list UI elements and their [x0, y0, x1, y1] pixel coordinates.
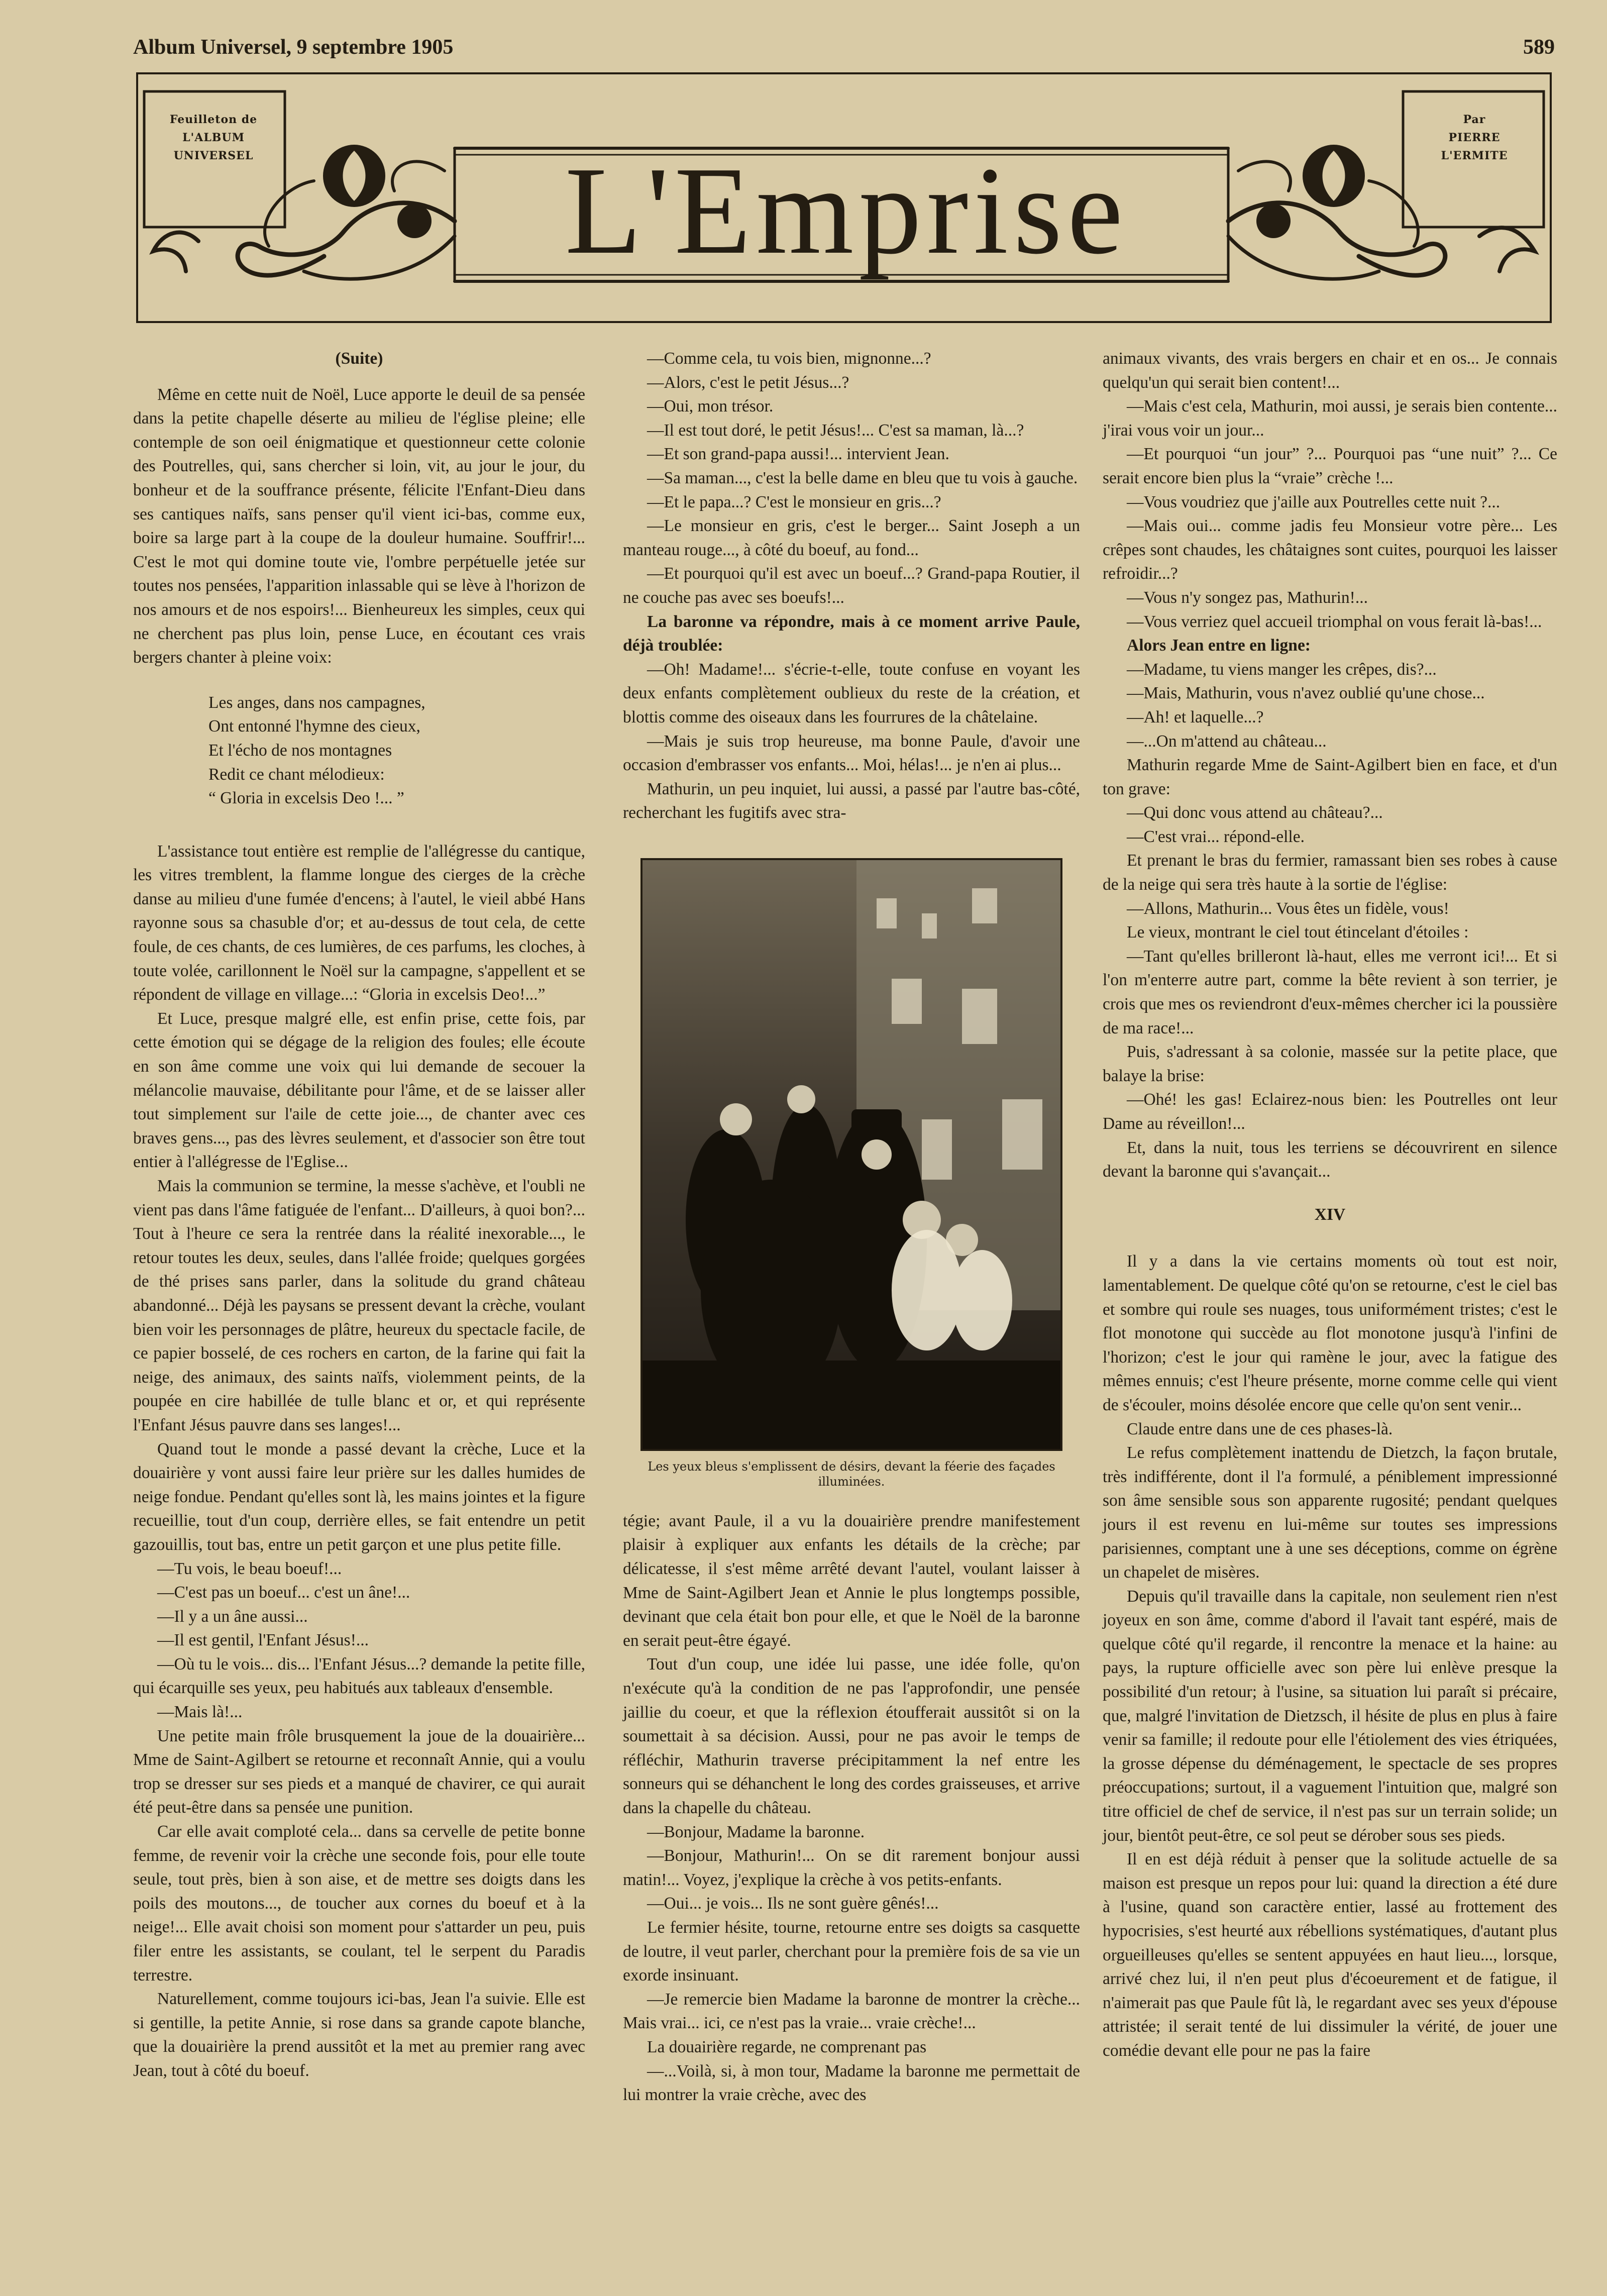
text-line: tégie; avant Paule, il a vu la douairière prendre manifestement plaisir à expliquer aux enfants les détails de la crèche; par délicatesse, il s'est même arrêté devant l'autel, voulant laisser à Mme de Saint-Agilbert Jean et Annie le plus longtemps possible, devinant que cela était bon pour elle, et que le Noël de la baronne en serait peut-être égayé.	[623, 1511, 1080, 1650]
text-line: —Allons, Mathurin... Vous êtes un fidèle, vous!	[1127, 899, 1449, 918]
publication-date: Album Universel, 9 septembre 1905	[133, 36, 454, 59]
text-line: —Mais je suis trop heureuse, ma bonne Paule, d'avoir une occasion d'embrasser vos enfants... Moi, hélas!... je n'en ai plus...	[623, 732, 1080, 775]
paragraph: Quand tout le monde a passé devant la crèche, Luce et la douairière y vont aussi faire leur prière sur les dalles humides de neige fondue. Pendant qu'elles sont là, les mains jointes et la figure recueillie, tout d'un coup, derrière elles, se fait entendre un petit gazouillis, tout bas, entre un petit garçon et une plus petite fille.	[133, 1439, 585, 1554]
text-line: Claude entre dans une de ces phases-là.	[1127, 1419, 1393, 1438]
text-line: Alors Jean entre en ligne:	[1127, 636, 1311, 655]
text-line: —Vous verriez quel accueil triomphal on vous ferait là-bas!...	[1127, 612, 1542, 631]
text-line: —Sa maman..., c'est la belle dame en bleu que tu vois à gauche.	[647, 468, 1078, 487]
dialogue-line: —Il y a un âne aussi...	[157, 1607, 308, 1626]
poem-line: “ Gloria in excelsis Deo !... ”	[208, 789, 404, 808]
text-line: —Et pourquoi qu'il est avec un boeuf...? Grand-papa Routier, il ne couche pas avec ses boeufs!...	[623, 564, 1080, 607]
text-line: —Qui donc vous attend au château?...	[1127, 803, 1383, 822]
illustration-figure	[623, 858, 1080, 1489]
poem	[208, 691, 585, 810]
text-line: —Comme cela, tu vois bien, mignonne...?	[647, 349, 931, 368]
illustration-caption: Les yeux bleus s'emplissent de désirs, devant la féerie des façades illuminées.	[648, 1459, 1055, 1489]
text-line: Puis, s'adressant à sa colonie, massée sur la petite place, que balaye la brise:	[1103, 1042, 1557, 1085]
feuilleton-line: UNIVERSEL	[173, 149, 254, 162]
engraving-illustration	[640, 858, 1062, 1451]
text-line: —...On m'attend au château...	[1127, 732, 1327, 751]
text-line: —Il est tout doré, le petit Jésus!... C'est sa maman, là...?	[647, 421, 1024, 440]
text-line: —Vous voudriez que j'aille aux Poutrelles cette nuit ?...	[1127, 492, 1501, 511]
text-line: Tout d'un coup, une idée lui passe, une idée folle, qu'on n'exécute qu'à la condition de ne pas l'approfondir, une pensée jaillie du coeur, et que la réflexion étoufferait aussitôt si on la soumettait à sa décision. Aussi, pour ne pas avoir le temps de réfléchir, Mathurin traverse précipitamment la nef entre les sonneurs qui se déhanchent le long des cordes graisseuses, et arrive dans la chapelle du château.	[623, 1655, 1080, 1817]
paragraph: Car elle avait comploté cela... dans sa cervelle de petite bonne femme, de revenir voir la crèche une seconde fois, pour elle toute seule, tout près, bien à son aise, et de mettre ses doigts dans les poils des moutons..., de toucher aux cornes du boeuf et à la neige!... Elle avait choisi son moment pour s'attarder un peu, puis filer entre les assistants, se coulant, tel le serpent du Paradis terrestre.	[133, 1822, 585, 1985]
text-line: —Bonjour, Madame la baronne.	[647, 1822, 865, 1841]
poem-line: Ont entonné l'hymne des cieux,	[208, 717, 420, 736]
text-line: Mathurin regarde Mme de Saint-Agilbert bien en face, et d'un ton grave:	[1103, 756, 1557, 798]
paragraph: Naturellement, comme toujours ici-bas, Jean l'a suivie. Elle est si gentille, la petite Annie, si rose dans sa grande capote blanche, que la douairière la prend aussitôt et la met au premier rang avec Jean, tout à côté du boeuf.	[133, 1990, 585, 2080]
text-line: —Tant qu'elles brilleront là-haut, elles me verront ici!... Et si l'on m'enterre autre part, comme la bête revient à son terrier, je crois que mes os reviendront d'eux-mêmes chercher ici la poussière de ma race!...	[1103, 947, 1557, 1037]
text-line: —Mais oui... comme jadis feu Monsieur votre père... Les crêpes sont chaudes, les châtaignes sont cuites, pourquoi les laisser refroidir...?	[1103, 516, 1557, 583]
column-1	[133, 347, 585, 2083]
text-line: Depuis qu'il travaille dans la capitale, non seulement rien n'est joyeux en son âme, comme d'abord il l'avait tant espéré, mais de quelque côté qu'il regarde, il rencontre la menace et la haine: au pays, la rupture officielle avec son père lui enlève presque la possibilité d'un retour; à l'usine, sa situation lui paraît si précaire, que, malgré l'invitation de Dietzsch, il hésite de plus en plus à faire venir sa famille; il redoute pour elle l'étiolement des vies étriquées, la grosse dépense du déménagement, le spectacle de ses propres préoccupations; surtout, il a vaguement l'intuition que, malgré son titre officiel de chef de service, il n'est pas sur un terrain solide; un jour, bientôt peut-être, ce sol peut se dérober sous ses pieds.	[1103, 1587, 1557, 1845]
poem-line: Et l'écho de nos montagnes	[208, 741, 392, 760]
text-line: —Alors, c'est le petit Jésus...?	[647, 373, 849, 392]
text-line: Le vieux, montrant le ciel tout étincelant d'étoiles :	[1127, 923, 1469, 942]
paragraph: Même en cette nuit de Noël, Luce apporte le deuil de sa pensée dans la petite chapelle déserte au milieu de l'église pleine; elle contemple de son oeil énigmatique et questionneur cette colonie des Poutrelles, qui, sans chercher si loin, vit, au jour le jour, du bonheur et de la souffrance présente, félicite l'Enfant-Dieu dans ses cantiques naïfs, sans penser qu'il vient ici-bas, comme eux, boire sa large part à la coupe de la douleur humaine. Souffrir!... C'est le mot qui domine toute vie, l'ombre perpétuelle jetée sur toutes nos pensées, l'apparition inlassable qui se lève à l'horizon de nos amours et de nos espoirs!... Bienheureux les simples, ceux qui ne cherchent pas plus loin, pense Luce, en écoutant ces vrais bergers chanter à pleine voix:	[133, 385, 585, 667]
text-line: —Et le papa...? C'est le monsieur en gris...?	[647, 492, 941, 511]
author-line: L'ERMITE	[1441, 149, 1508, 162]
feuilleton-banner	[133, 70, 1555, 324]
text-line: —Oui, mon trésor.	[647, 397, 774, 416]
text-line: Le fermier hésite, tourne, retourne entre ses doigts sa casquette de loutre, il veut parler, cherchant pour la première fois de sa vie un exorde insinuant.	[623, 1918, 1080, 1985]
text-line: —Et son grand-papa aussi!... intervient Jean.	[647, 445, 949, 464]
paragraph: Une petite main frôle brusquement la joue de la douairière... Mme de Saint-Agilbert se retourne et reconnaît Annie, qui a voulu trop se dresser sur ses pieds et a manqué de chavirer, ce qui aurait été peut-être dans sa pensée une punition.	[133, 1726, 585, 1817]
text-line: Et, dans la nuit, tous les terriens se découvrirent en silence devant la baronne qui s'avançait...	[1103, 1138, 1557, 1181]
dialogue-line: —Tu vois, le beau boeuf!...	[157, 1559, 342, 1578]
text-line: —Oui... je vois... Ils ne sont guère gênés!...	[647, 1894, 939, 1913]
paragraph: Mais la communion se termine, la messe s'achève, et l'oubli ne vient pas dans l'âme fatiguée de l'enfant... D'ailleurs, à quoi bon?... Tout à l'heure ce sera la rentrée dans la réalité inexorable..., le retour toutes les deux, seules, dans l'allée froide; quelques gorgées de thé prises sans parler, dans la solitude du grand château abandonné... Déjà les paysans se pressent devant la crèche, voulant bien voir les personnages de plâtre, heureux du spectacle facile, de ce papier bosselé, de ces rochers en carton, de la farine qui fait la neige, des animaux, des saints naïfs, violemment peints, de la poupée en cire habillée de tulle blanc et or, et qui représente l'Enfant Jésus pauvre dans ses langes!...	[133, 1177, 585, 1434]
text-line: —C'est vrai... répond-elle.	[1127, 827, 1305, 846]
poem-line: Les anges, dans nos campagnes,	[208, 693, 425, 712]
dialogue-line: —Où tu le vois... dis... l'Enfant Jésus...? demande la petite fille, qui écarquille ses yeux, peu habitués aux tableaux d'ensemble.	[133, 1654, 585, 1698]
text-line: —...Voilà, si, à mon tour, Madame la baronne me permettait de lui montrer la vraie crèche, avec des	[623, 2061, 1080, 2105]
dialogue-line: —C'est pas un boeuf... c'est un âne!...	[157, 1583, 410, 1602]
text-line: —Je remercie bien Madame la baronne de montrer la crèche... Mais vrai... ici, ce n'est pas la vraie... vraie crèche!...	[623, 1990, 1080, 2033]
feuilleton-line: L'ALBUM	[182, 131, 245, 144]
text-line: —Bonjour, Mathurin!... On se dit rarement bonjour aussi matin!... Voyez, j'explique la crèche à vos petits-enfants.	[623, 1846, 1080, 1889]
poem-line: Redit ce chant mélodieux:	[208, 765, 385, 784]
text-line: —Oh! Madame!... s'écrie-t-elle, toute confuse en voyant les deux enfants complètement oublieux du reste de la création, et blottis comme des oiseaux dans les fourrures de la châtelaine.	[623, 660, 1080, 726]
text-line: —Ah! et laquelle...?	[1127, 707, 1264, 726]
suite-label: (Suite)	[335, 349, 383, 368]
feuilleton-label	[153, 111, 274, 211]
text-line: Et prenant le bras du fermier, ramassant bien ses robes à cause de la neige qui sera très haute à la sortie de l'église:	[1103, 851, 1557, 894]
text-line: Il en est déjà réduit à penser que la solitude actuelle de sa maison est presque un repos pour lui: quand la direction a été dure à l'usine, quand son caractère entier, lassé au frottement des hypocrisies, s'est heurté aux rébellions systématiques, d'autant plus orgueilleuses qu'elles se sentent appuyées en haut lieu..., lorsque, arrivé chez lui, il n'en peut plus d'écoeurement et de fatigue, il n'aimerait pas que Paule fût là, le regardant avec ses yeux d'épouse attristée; il serait tenté de lui dissimuler la vérité, de jouer une comédie devant elle pour ne pas la faire	[1103, 1850, 1557, 2060]
dialogue-line: —Il est gentil, l'Enfant Jésus!...	[157, 1631, 369, 1650]
text-line: La baronne va répondre, mais à ce moment arrive Paule, déjà troublée:	[623, 612, 1080, 655]
text-line: —Ohé! les gas! Eclairez-nous bien: les Poutrelles ont leur Dame au réveillon!...	[1103, 1090, 1557, 1133]
column-3	[1103, 347, 1557, 2063]
text-line: Le refus complètement inattendu de Dietzch, la façon brutale, très indifférente, dont il l'a formulé, a péniblement impressionné son âme sensible sous son apparente rugosité; pendant quelques jours il est revenu en lui-même sur toutes ses impressions parisiennes, comptant une à une ses déceptions, comme on égrène un chapelet de misères.	[1103, 1443, 1557, 1582]
page-number: 589	[1523, 36, 1555, 59]
feuilleton-line: Feuilleton de	[169, 113, 258, 126]
text-line: —Le monsieur en gris, c'est le berger... Saint Joseph a un manteau rouge..., à côté du boeuf, au fond...	[623, 516, 1080, 559]
text-line: —Mais c'est cela, Mathurin, moi aussi, je serais bien contente... j'irai vous voir un jour...	[1103, 397, 1557, 440]
text-line: Mathurin, un peu inquiet, lui aussi, a passé par l'autre bas-côté, recherchant les fugitifs avec stra-	[623, 779, 1080, 822]
text-line: Il y a dans la vie certains moments où tout est noir, lamentablement. De quelque côté qu'on se retourne, c'est le ciel bas et sombre qui roule ses nuages, tous uniformément tristes; c'est le flot monotone qui succède au flot monotone jusqu'à l'infini de l'horizon; c'est le jour qui ramène le jour, avec la fatigue des mêmes ennuis; c'est l'heure présente, morne comme celle qui vient de s'écouler, moins désolée encore que celle qu'on sent venir...	[1103, 1252, 1557, 1414]
serial-title: L'Emprise	[565, 141, 1128, 280]
text-line: —Madame, tu viens manger les crêpes, dis?...	[1127, 660, 1437, 679]
author-line: PIERRE	[1448, 131, 1501, 144]
chapter-heading: XIV	[1314, 1205, 1346, 1224]
paragraph: L'assistance tout entière est remplie de l'allégresse du cantique, les vitres tremblent, la flamme longue des cierges de la crèche danse au milieu d'une fumée d'encens; à l'autel, le vieil abbé Hans rayonne sous sa chasuble d'or; et au-dessus de tout cela, de cette foule, de ces chants, de ces lumières, de ces parfums, les cloches, à toute volée, carillonnent le Noël sur la campagne, s'appellent et se répondent de village en village...: “Gloria in excelsis Deo!...”	[133, 842, 585, 1004]
paragraph: Et Luce, presque malgré elle, est enfin prise, cette fois, par cette émotion qui se dégage de la religion des foules; elle écoute en son âme comme une voix qui lui demande de secouer la mélancolie mauvaise, débilitante pour l'âme, et de se laisser aller tout simplement sur l'aile de cette joie..., de chanter avec ces braves gens..., pas des lèvres seulement, et d'associer son être tout entier à l'allégresse de l'Eglise...	[133, 1009, 585, 1172]
text-line: animaux vivants, des vrais bergers en chair et en os... Je connais quelqu'un qui serait bien content!...	[1103, 349, 1557, 392]
dialogue-line: —Mais là!...	[157, 1703, 243, 1722]
author-line: Par	[1463, 113, 1486, 126]
running-head	[133, 35, 1555, 65]
text-line: —Et pourquoi “un jour” ?... Pourquoi pas “une nuit” ?... Ce serait encore bien plus la “vraie” crèche !...	[1103, 445, 1557, 487]
text-line: La douairière regarde, ne comprenant pas	[647, 2037, 927, 2056]
author-label	[1414, 111, 1535, 211]
column-2	[623, 347, 1080, 2107]
text-line: —Vous n'y songez pas, Mathurin!...	[1127, 588, 1368, 607]
text-line: —Mais, Mathurin, vous n'avez oublié qu'une chose...	[1127, 684, 1485, 703]
